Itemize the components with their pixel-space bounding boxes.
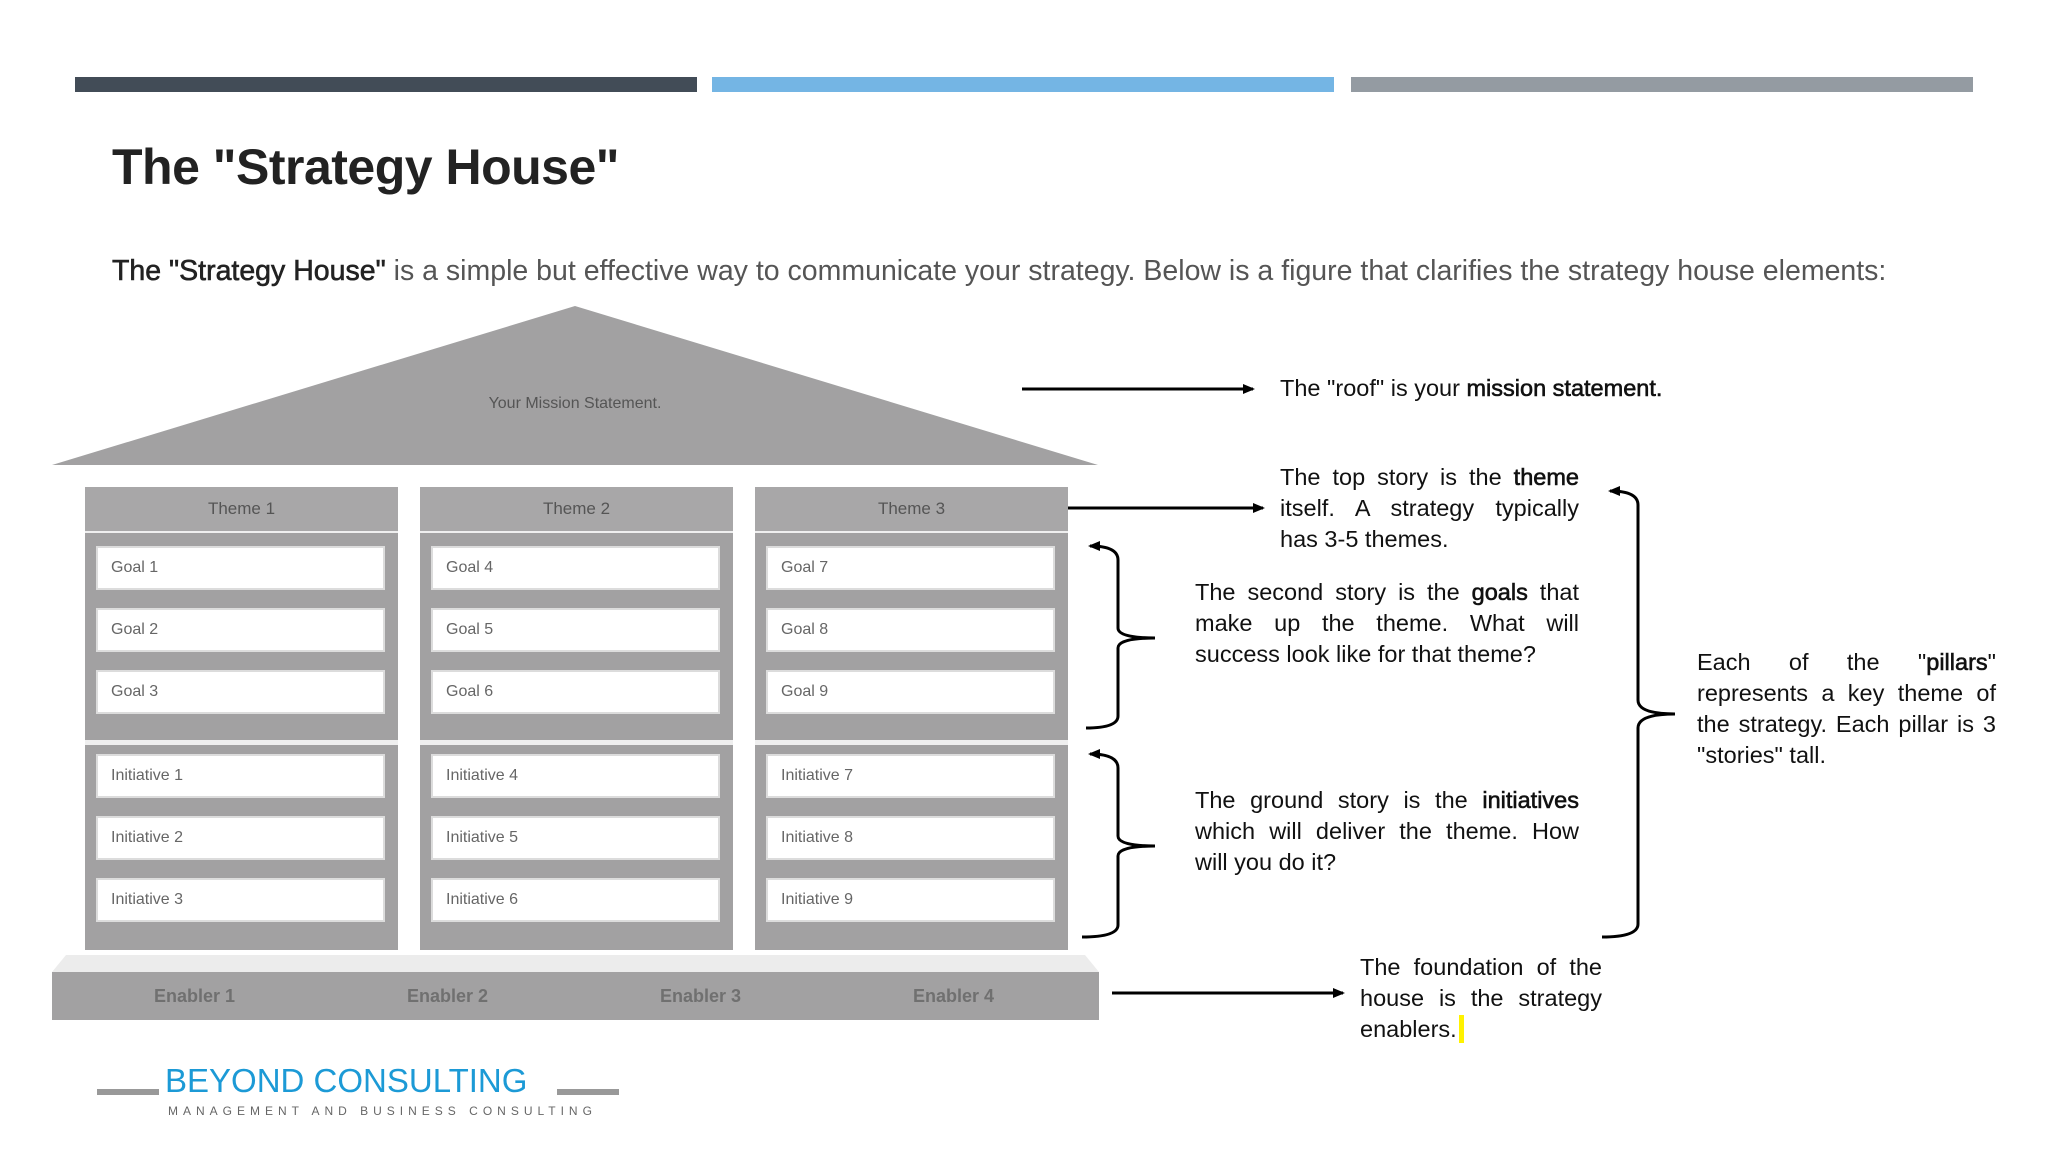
theme-header: Theme 3 [755,487,1068,533]
goal-cell: Goal 4 [431,546,720,590]
intro-rest: is a simple but effective way to communicate your strategy. Below is a figure that clarifies the strategy house elements: [385,255,1887,287]
goal-cell: Goal 1 [96,546,385,590]
initiative-cell: Initiative 3 [96,878,385,922]
story-divider [85,740,398,745]
initiative-cell: Initiative 6 [431,878,720,922]
logo-tagline: MANAGEMENT AND BUSINESS CONSULTING [168,1104,597,1118]
goals-note [1195,577,1579,670]
initiative-cell: Initiative 2 [96,816,385,860]
goal-cell: Goal 2 [96,608,385,652]
initiative-cell: Initiative 1 [96,754,385,798]
initiative-cell: Initiative 8 [766,816,1055,860]
theme-header: Theme 1 [85,487,398,533]
pillar-2 [420,487,733,950]
story-divider [755,740,1068,745]
theme-header: Theme 2 [420,487,733,533]
text-cursor-highlight [1459,1015,1464,1043]
goal-cell: Goal 7 [766,546,1055,590]
enabler-label: Enabler 1 [154,986,236,1006]
logo-line-left [97,1089,159,1095]
pillar-3 [755,487,1068,950]
pillars-brace [1602,491,1675,937]
initiative-cell: Initiative 9 [766,878,1055,922]
foundation-note-text: The foundation of the house is the strategy enablers. [1360,954,1602,1042]
goal-cell: Goal 3 [96,670,385,714]
initiatives-note [1195,785,1579,878]
logo-line-right [557,1089,619,1095]
enabler-label: Enabler 2 [407,986,489,1006]
goals-note-bold: goals [1471,579,1528,605]
mission-statement-label: Your Mission Statement. [488,395,662,412]
goal-cell: Goal 8 [766,608,1055,652]
theme-note-rest: itself. A strategy typically has 3-5 themes. [1280,495,1579,552]
theme-note-bold: theme [1513,464,1579,490]
initiatives-note-text: The ground story is the [1195,787,1483,813]
goal-cell: Goal 6 [431,670,720,714]
initiative-cell: Initiative 5 [431,816,720,860]
story-divider [420,740,733,745]
enabler-label: Enabler 3 [660,986,742,1006]
initiative-cell: Initiative 4 [431,754,720,798]
pillars-note-bold: pillars [1926,649,1988,675]
roof-note [1280,373,1700,404]
house-roof [52,306,1098,465]
enabler-label: Enabler 4 [913,986,995,1006]
house-foundation-cap [52,955,1099,972]
roof-note-text: The "roof" is your [1280,375,1467,401]
foundation-note [1360,952,1602,1045]
initiative-cell: Initiative 7 [766,754,1055,798]
pillars-note-rest: " represents a key theme of the strategy. Each pillar is 3 "stories" tall. [1697,649,1996,768]
page-title: The "Strategy House" [112,139,619,195]
initiatives-note-bold: initiatives [1482,787,1579,813]
initiatives-note-rest: which will deliver the theme. How will you do it? [1195,818,1579,875]
goals-brace [1086,546,1155,728]
theme-note-text: The top story is the [1280,464,1514,490]
pillar-1 [85,487,398,950]
goal-cell: Goal 5 [431,608,720,652]
goals-note-text: The second story is the [1195,579,1472,605]
goals-note-rest: that make up the theme. What will success look like for that theme? [1195,579,1580,667]
theme-note [1280,462,1579,555]
pillars-note [1697,647,1996,771]
initiatives-brace [1082,754,1155,937]
pillars-note-text: Each of the " [1697,649,1927,675]
roof-note-bold: mission statement. [1466,375,1663,401]
goal-cell: Goal 9 [766,670,1055,714]
intro-bold: The "Strategy House" [112,255,386,287]
logo-name: BEYOND CONSULTING [165,1062,528,1099]
